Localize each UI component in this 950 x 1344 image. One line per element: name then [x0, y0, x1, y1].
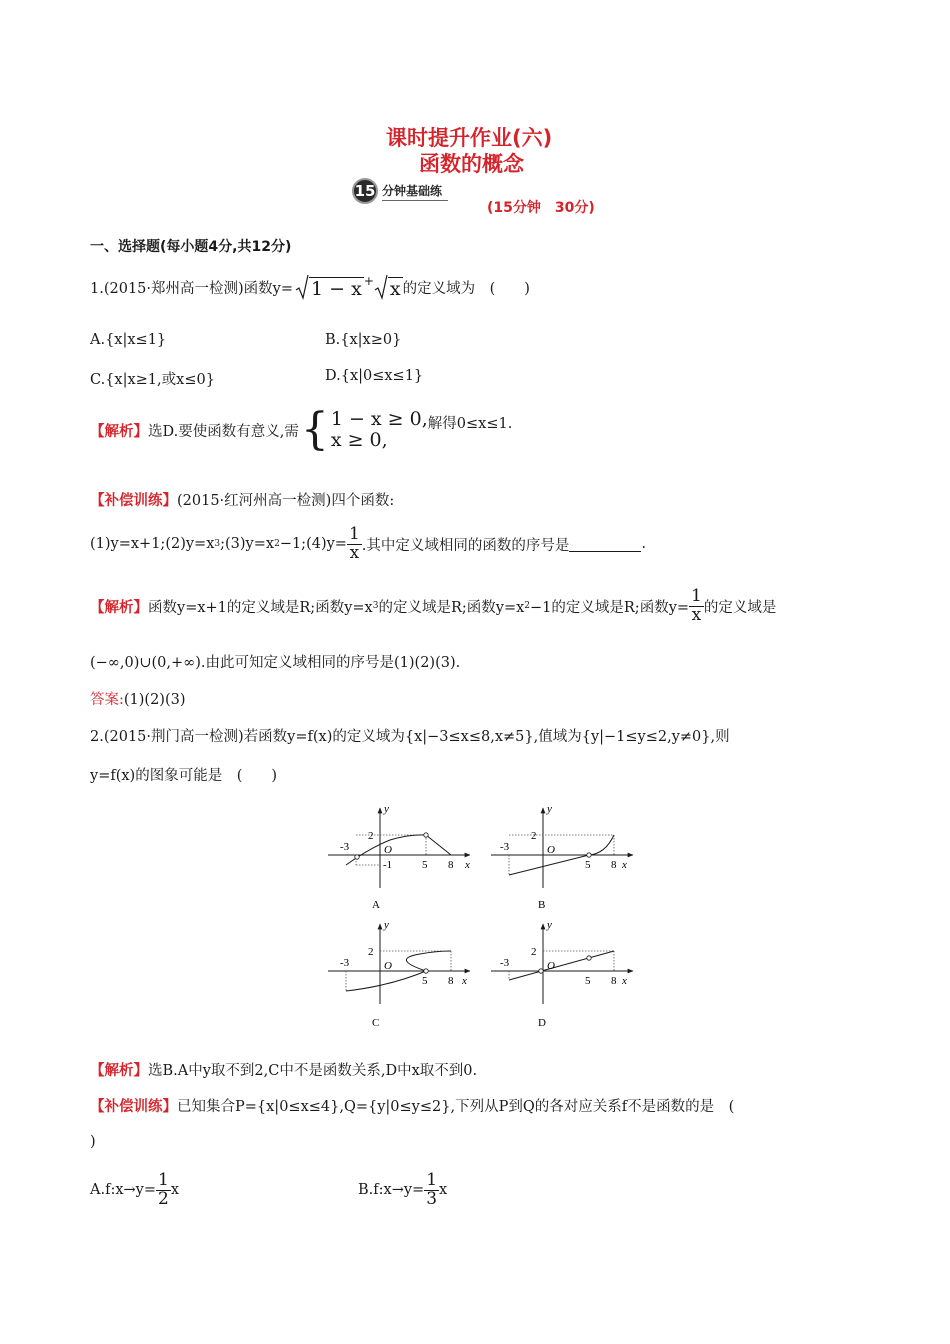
supp1-analysis — [90, 588, 776, 624]
tick-5: 5 — [585, 975, 591, 987]
origin-label: O — [384, 844, 392, 856]
supp1-items-a: (1)y=x+1;(2)y=x — [90, 536, 215, 552]
supp1-analysis-b: 的定义域是R;函数y=x — [378, 599, 525, 616]
sup-3: 3 — [214, 539, 221, 549]
time-score: (15分钟 30分) — [487, 200, 595, 216]
supp1-items-end: . — [641, 536, 646, 552]
tick-neg3: -3 — [340, 841, 350, 853]
tick-5: 5 — [585, 859, 591, 871]
supp2-stem-text: 已知集合P={x|0≤x≤4},Q={y|0≤y≤2},下列从P到Q的各对应关系f不是函数的是 ( — [177, 1099, 735, 1115]
sqrt-sign-icon — [374, 274, 388, 300]
supp1-items — [90, 526, 646, 562]
graph-d — [491, 919, 633, 1029]
q2-graphs — [320, 798, 650, 1034]
opt-a-prefix: A.f:x→y= — [90, 1182, 157, 1198]
q1-sqrt2: x — [374, 274, 403, 300]
opt-b-suffix: x — [439, 1182, 448, 1198]
axis-x-label: x — [462, 975, 467, 987]
brace-icon: { — [300, 404, 329, 455]
graph-b — [491, 803, 633, 911]
tick-8: 8 — [448, 859, 454, 871]
q1-prefix: 1.(2015·郑州高一检测)函数y= — [90, 280, 293, 297]
supp-tag: 【补偿训练】 — [90, 492, 177, 509]
answer-label: 答案: — [90, 692, 124, 708]
supp1-items-c: −1;(4)y= — [279, 536, 347, 552]
supp2-stem-close: ) — [90, 1134, 96, 1150]
tick-neg3: -3 — [340, 957, 350, 969]
sup-2: 2 — [524, 601, 531, 611]
sup-3: 3 — [372, 601, 379, 611]
answer-value: (1)(2)(3) — [123, 692, 186, 708]
badge-label: 分钟基础练 — [382, 182, 448, 201]
origin-label: O — [384, 960, 392, 972]
graph-label-b: B — [538, 899, 546, 911]
supp2-stem — [90, 1095, 734, 1116]
axis-y-label: y — [384, 919, 389, 931]
q1-system — [331, 409, 428, 451]
origin-label: O — [547, 960, 555, 972]
q1-option-b: B.{x|x≥0} — [325, 332, 402, 348]
supp1-stem-line — [90, 489, 394, 510]
opt-b-prefix: B.f:x→y= — [358, 1182, 425, 1198]
q1-stem — [90, 274, 530, 300]
graph-a — [328, 803, 470, 911]
q1-sqrt1: 1 − x — [295, 274, 364, 300]
tick-2: 2 — [368, 830, 374, 842]
q1-option-a: A.{x|x≤1} — [90, 332, 167, 348]
tick-5: 5 — [422, 975, 428, 987]
analysis-tag: 【解析】 — [90, 422, 148, 440]
axis-y-label: y — [547, 803, 552, 815]
supp1-analysis-line2: (−∞,0)∪(0,+∞).由此可知定义域相同的序号是(1)(2)(3). — [90, 655, 461, 671]
q2-analysis-text: 选B.A中y取不到2,C中不是函数关系,D中x取不到0. — [148, 1063, 478, 1079]
graph-label-d: D — [538, 1017, 546, 1029]
analysis-tag: 【解析】 — [90, 1062, 148, 1079]
tick-5: 5 — [422, 859, 428, 871]
q2-stem-line2: y=f(x)的图象可能是 ( ) — [90, 768, 278, 784]
opt-a-suffix: x — [170, 1182, 180, 1198]
supp1-stem: (2015·红河州高一检测)四个函数: — [177, 493, 395, 509]
graph-c — [328, 919, 470, 1029]
sqrt-sign-icon — [295, 274, 309, 300]
supp2-option-b — [358, 1172, 447, 1208]
q2-analysis — [90, 1059, 477, 1080]
tick-2: 2 — [531, 946, 537, 958]
supp1-answer — [90, 688, 186, 709]
answer-blank — [569, 537, 641, 552]
q1-suffix: 的定义域为 ( ) — [402, 280, 530, 297]
page-title: 课时提升作业(六) — [386, 126, 553, 150]
q2-stem-line1: 2.(2015·荆门高一检测)若函数y=f(x)的定义域为{x|−3≤x≤8,x≠5},值域为{y|−1≤y≤2,y≠0},则 — [90, 729, 730, 745]
sup-2: 2 — [274, 539, 280, 549]
tick-8: 8 — [611, 975, 617, 987]
supp2-option-a — [90, 1172, 179, 1208]
tick-2: 2 — [531, 830, 537, 842]
q1-plus: + — [363, 274, 374, 288]
q1-option-d: D.{x|0≤x≤1} — [325, 368, 424, 384]
time-badge — [352, 178, 448, 204]
tick-neg3: -3 — [500, 957, 510, 969]
axis-y-label: y — [547, 919, 552, 931]
tick-2: 2 — [368, 946, 374, 958]
system-line-2: x ≥ 0, — [330, 429, 388, 451]
origin-label: O — [547, 844, 555, 856]
supp1-analysis-d: 的定义域是 — [703, 599, 777, 616]
fraction-1-over-2: $\frac{1}{2}$ — [158, 1170, 169, 1209]
axis-x-label: x — [622, 859, 627, 871]
supp1-analysis-c: −1的定义域是R;函数y= — [530, 599, 690, 616]
supp1-items-tail: .其中定义域相同的函数的序号是 — [361, 537, 570, 554]
axis-y-label: y — [384, 803, 389, 815]
supp1-items-b: ;(3)y=x — [220, 536, 275, 552]
q1-option-c: C.{x|x≥1,或x≤0} — [90, 372, 215, 388]
tick-neg1: -1 — [383, 859, 393, 871]
system-line-1: 1 − x ≥ 0, — [330, 408, 428, 431]
supp-tag: 【补偿训练】 — [90, 1098, 177, 1115]
q1-analysis-text: 选D.要使函数有意义,需 — [148, 423, 299, 440]
graph-label-a: A — [372, 899, 380, 911]
q1-analysis — [90, 404, 513, 455]
q1-analysis-tail: 解得0≤x≤1. — [427, 416, 513, 432]
axis-x-label: x — [465, 859, 470, 871]
axis-x-label: x — [622, 975, 627, 987]
section-heading: 一、选择题(每小题4分,共12分) — [90, 239, 292, 255]
tick-neg3: -3 — [500, 841, 510, 853]
analysis-tag: 【解析】 — [90, 598, 148, 616]
fraction-1-over-3: $\frac{1}{3}$ — [426, 1170, 438, 1209]
page-subtitle: 函数的概念 — [419, 152, 524, 176]
badge-number: 15 — [352, 178, 378, 204]
supp1-analysis-a: 函数y=x+1的定义域是R;函数y=x — [148, 599, 373, 616]
tick-8: 8 — [448, 975, 454, 987]
fraction-1-over-x: $\frac{1}{x}$ — [348, 524, 360, 563]
fraction-1-over-x: $\frac{1}{x}$ — [691, 586, 702, 625]
graph-label-c: C — [372, 1017, 380, 1029]
tick-8: 8 — [611, 859, 617, 871]
